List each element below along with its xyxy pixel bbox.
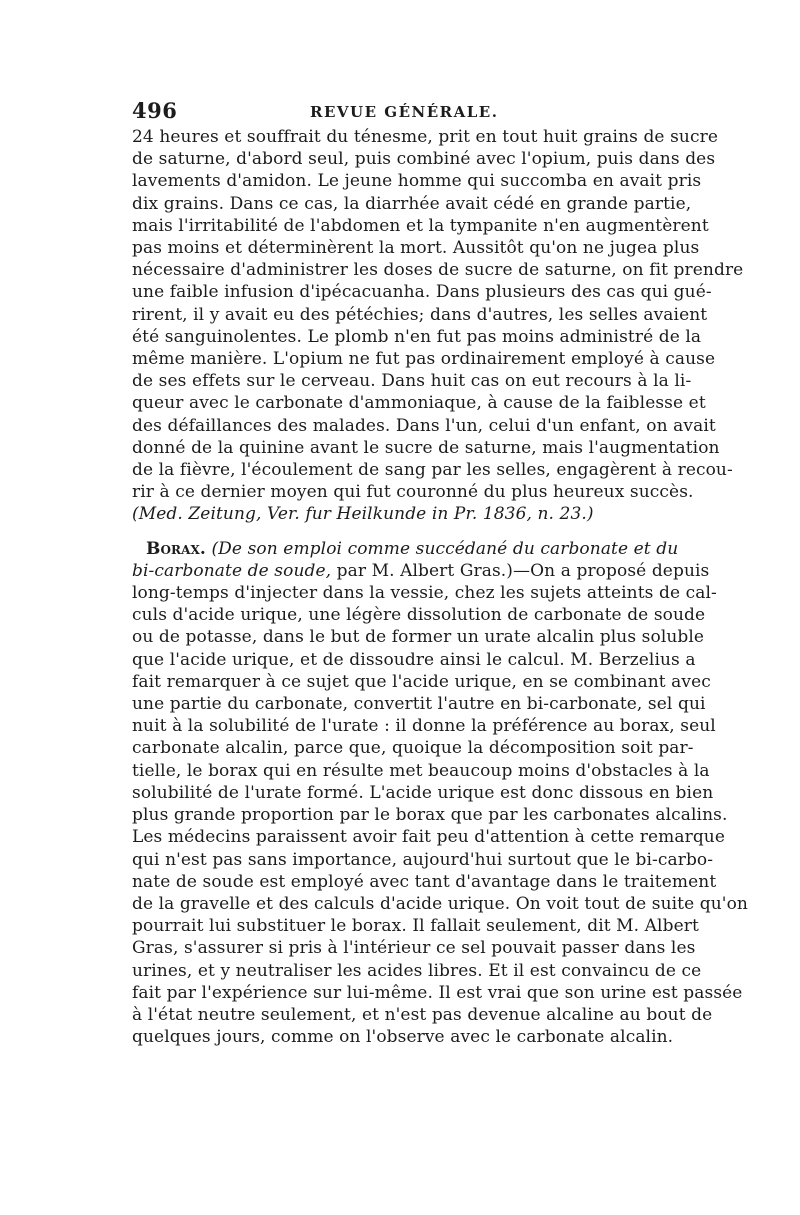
- author-attribution: par M. Albert Gras.)—On a proposé depuis: [331, 560, 710, 581]
- text-line: donné de la quinine avant le sucre de saturne, mais l'augmentation: [132, 437, 720, 458]
- text-line: quelques jours, comme on l'observe avec le carbonate alcalin.: [132, 1027, 674, 1048]
- text-line: pourrait lui substituer le borax. Il fallait seulement, dit M. Albert: [132, 916, 699, 937]
- text-line: une faible infusion d'ipécacuanha. Dans plusieurs des cas qui gué-: [132, 282, 712, 303]
- text-line: de saturne, d'abord seul, puis combiné avec l'opium, puis dans des: [132, 149, 716, 170]
- text-line: rirent, il y avait eu des pétéchies; dans d'autres, les selles avaient: [132, 304, 708, 325]
- text-line: qui n'est pas sans importance, aujourd'hui surtout que le bi-carbo-: [132, 849, 714, 870]
- text-line: dix grains. Dans ce cas, la diarrhée avait cédé en grande partie,: [132, 193, 692, 214]
- text-line: [132, 560, 710, 582]
- text-line: fait par l'expérience sur lui-même. Il est vrai que son urine est passée: [132, 982, 743, 1003]
- text-line: pas moins et déterminèrent la mort. Aussitôt qu'on ne jugea plus: [132, 238, 700, 259]
- text-line: de ses effets sur le cerveau. Dans huit cas on eut recours à la li-: [132, 371, 692, 392]
- text-line: lavements d'amidon. Le jeune homme qui succomba en avait pris: [132, 171, 702, 192]
- text-line: Gras, s'assurer si pris à l'intérieur ce sel pouvait passer dans les: [132, 938, 696, 959]
- text-line: rir à ce dernier moyen qui fut couronné du plus heureux succès.: [132, 482, 694, 503]
- section-heading: Borax.: [146, 538, 206, 559]
- text-line: à l'état neutre seulement, et n'est pas devenue alcaline au bout de: [132, 1004, 713, 1025]
- text-line: mais l'irritabilité de l'abdomen et la tympanite n'en augmentèrent: [132, 215, 709, 236]
- text-line: queur avec le carbonate d'ammoniaque, à cause de la faiblesse et: [132, 393, 706, 414]
- text-line: ou de potasse, dans le but de former un urate alcalin plus soluble: [132, 627, 705, 648]
- paragraph-borax: [132, 538, 748, 1049]
- book-page: [132, 98, 748, 1048]
- text-line: une partie du carbonate, convertit l'autre en bi-carbonate, sel qui: [132, 694, 706, 715]
- text-line: été sanguinolentes. Le plomb n'en fut pas moins administré de la: [132, 326, 702, 347]
- text-line: nuit à la solubilité de l'urate : il donne la préférence au borax, seul: [132, 716, 716, 737]
- page-number: 496: [132, 98, 178, 123]
- section-heading-line: [132, 538, 679, 560]
- text-line: nécessaire d'administrer les doses de sucre de saturne, on fit prendre: [132, 260, 744, 281]
- text-line: plus grande proportion par le borax que par les carbonates alcalins.: [132, 805, 728, 826]
- text-line: long-temps d'injecter dans la vessie, chez les sujets atteints de cal-: [132, 583, 717, 604]
- running-head: [132, 98, 672, 122]
- text-line: de la gravelle et des calculs d'acide urique. On voit tout de suite qu'on: [132, 893, 748, 914]
- text-line: des défaillances des malades. Dans l'un, celui d'un enfant, on avait: [132, 415, 716, 436]
- text-line: tielle, le borax qui en résulte met beaucoup moins d'obstacles à la: [132, 760, 710, 781]
- text-line: que l'acide urique, et de dissoudre ainsi le calcul. M. Berzelius a: [132, 649, 696, 670]
- text-line: solubilité de l'urate formé. L'acide urique est donc dissous en bien: [132, 782, 714, 803]
- journal-title: REVUE GÉNÉRALE.: [310, 103, 499, 121]
- paragraph-lead-acetate: [132, 126, 744, 526]
- text-line: carbonate alcalin, parce que, quoique la décomposition soit par-: [132, 738, 694, 759]
- text-line: nate de soude est employé avec tant d'avantage dans le traitement: [132, 871, 717, 892]
- section-subtitle: (De son emploi comme succédané du carbonate et du: [211, 538, 679, 559]
- text-line: culs d'acide urique, une légère dissolution de carbonate de soude: [132, 605, 706, 626]
- text-line: 24 heures et souffrait du ténesme, prit en tout huit grains de sucre: [132, 127, 718, 147]
- text-line: urines, et y neutraliser les acides libres. Et il est convaincu de ce: [132, 960, 702, 981]
- citation: [132, 503, 672, 525]
- text-line: fait remarquer à ce sujet que l'acide urique, en se combinant avec: [132, 671, 711, 692]
- text-line: même manière. L'opium ne fut pas ordinairement employé à cause: [132, 349, 716, 370]
- text-line: de la fièvre, l'écoulement de sang par les selles, engagèrent à recou-: [132, 460, 733, 481]
- section-subtitle-continued: bi-carbonate de soude,: [132, 560, 332, 581]
- citation-text: (Med. Zeitung, Ver. fur Heilkunde in Pr. 1836, n. 23.): [132, 504, 594, 525]
- text-line: Les médecins paraissent avoir fait peu d'attention à cette remarque: [132, 827, 726, 848]
